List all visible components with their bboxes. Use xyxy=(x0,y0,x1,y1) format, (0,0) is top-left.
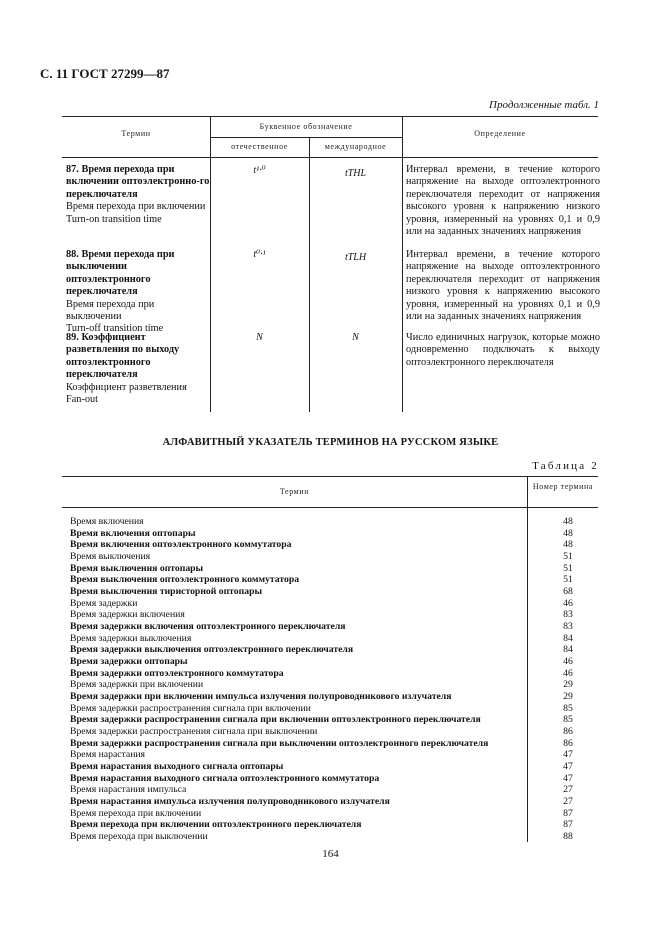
term-89-domestic-symbol: N xyxy=(256,332,263,343)
index-row-term: Время выключения оптопары xyxy=(70,562,204,574)
index-row-number: 85 xyxy=(563,714,573,726)
col-header-international: международное xyxy=(324,142,387,151)
table2-header-bottom-rule xyxy=(62,507,598,508)
term-89-name: 89. Коэффициент разветвления по выходу оптоэлектронного переключателя xyxy=(66,332,180,381)
index-row-number: 85 xyxy=(563,702,573,714)
index-row-term: Время выключения оптоэлектронного коммутатора xyxy=(70,574,300,586)
index-row-number: 29 xyxy=(563,690,573,702)
index-row-number: 87 xyxy=(563,807,573,819)
term-88 xyxy=(66,249,211,336)
index-row-term: Время выключения xyxy=(70,550,151,562)
table1-subheader-rule xyxy=(210,137,402,138)
term-89-definition: Число единичных нагрузок, которые можно одновременно подключать к выходу оптоэлектронного переключателя xyxy=(406,332,600,368)
table1-col-divider xyxy=(402,116,403,412)
index-title: АЛФАВИТНЫЙ УКАЗАТЕЛЬ ТЕРМИНОВ НА РУССКОМ ЯЗЫКЕ xyxy=(162,437,499,448)
term-87-domestic-symbol: t¹·⁰ xyxy=(253,165,266,176)
index-row-term: Время выключения тиристорной оптопары xyxy=(70,585,263,597)
index-row-term: Время нарастания импульса xyxy=(70,784,187,796)
term-89-english: Fan-out xyxy=(66,394,99,406)
index-row-term: Время задержки xyxy=(70,597,138,609)
index-row-number: 27 xyxy=(563,795,573,807)
table2-col-number: Номер термина xyxy=(532,482,594,491)
index-row-term: Время задержки включения оптоэлектронного переключателя xyxy=(70,620,346,632)
term-87-name: 87. Время перехода при включении оптоэлектронно-го переключателя xyxy=(66,164,210,200)
index-row-term: Время задержки распространения сигнала при включении оптоэлектронного переключателя xyxy=(70,714,481,726)
table1-top-rule xyxy=(62,116,598,117)
term-87-synonym: Время перехода при включении xyxy=(66,201,206,213)
term-88-synonym: Время перехода при выключении xyxy=(66,298,155,323)
index-row-number: 46 xyxy=(563,597,573,609)
index-row-number: 51 xyxy=(563,562,573,574)
term-88-domestic-symbol: t⁰·¹ xyxy=(253,249,266,260)
table1-header-bottom-rule xyxy=(62,157,598,158)
index-row-term: Время нарастания выходного сигнала оптоэлектронного коммутатора xyxy=(70,772,380,784)
term-88-definition: Интервал времени, в течение которого напряжение на выходе оптоэлектронного переключателя переходит от напряжения низкого уровня к напряжению высокого уровня, измеренный на уровнях 0,1 и 0,9 или на заданных значениях напряжения xyxy=(406,249,600,323)
index-row-number: 51 xyxy=(563,550,573,562)
index-row-number: 87 xyxy=(563,819,573,831)
index-row-term: Время задержки распространения сигнала при включении xyxy=(70,702,311,714)
index-row-number: 86 xyxy=(563,725,573,737)
index-row-term: Время нарастания xyxy=(70,749,146,761)
page-number: 164 xyxy=(322,848,339,860)
col-header-term: Термин xyxy=(121,129,151,138)
term-89-international-symbol: N xyxy=(352,332,359,343)
index-row-number: 68 xyxy=(563,585,573,597)
index-row-number: 48 xyxy=(563,539,573,551)
index-row-term: Время задержки включения xyxy=(70,609,185,621)
index-row-number: 47 xyxy=(563,772,573,784)
term-88-international-symbol: tTLH xyxy=(344,252,367,263)
term-88-name: 88. Время перехода при выключении оптоэлектронного переключателя xyxy=(66,249,175,298)
index-row-term: Время перехода при выключении xyxy=(70,830,208,842)
index-row-number: 88 xyxy=(563,830,573,842)
index-row-term: Время задержки выключения оптоэлектронного переключателя xyxy=(70,644,354,656)
index-row-number: 47 xyxy=(563,760,573,772)
index-row-term: Время включения оптопары xyxy=(70,527,196,539)
term-87-definition: Интервал времени, в течение которого напряжение на выходе оптоэлектронного переключателя переходит от напряжения высокого уровня к напряжению низкого уровня, измеренный на уровнях 0,1 и 0,9 или на заданных значениях напряжения xyxy=(406,164,600,238)
table2-label: Таблица 2 xyxy=(532,460,599,472)
term-87-international-symbol: tTHL xyxy=(344,168,367,179)
col-header-letter-designation: Буквенное обозначение xyxy=(259,122,353,131)
table-continued-label: Продолженные табл. 1 xyxy=(489,99,599,111)
term-88-english: Turn-off transition time xyxy=(66,323,164,335)
index-row-number: 29 xyxy=(563,679,573,691)
term-89-synonym: Коэффициент разветвления xyxy=(66,381,187,393)
term-87 xyxy=(66,164,211,226)
index-row-term: Время задержки оптоэлектронного коммутатора xyxy=(70,667,284,679)
col-header-domestic: отечественное xyxy=(231,142,288,151)
index-row-term: Время перехода при включении xyxy=(70,807,202,819)
col-header-definition: Определение xyxy=(474,129,526,138)
table2-col-divider xyxy=(527,476,528,842)
index-row-term: Время задержки при включении импульса излучения полупроводникового излучателя xyxy=(70,690,452,702)
index-row-number: 51 xyxy=(563,574,573,586)
index-row-number: 86 xyxy=(563,737,573,749)
index-row-term: Время задержки оптопары xyxy=(70,655,188,667)
table2-top-rule xyxy=(62,476,598,477)
index-row-number: 84 xyxy=(563,632,573,644)
index-row-term: Время перехода при включении оптоэлектронного переключателя xyxy=(70,819,362,831)
index-row-number: 48 xyxy=(563,516,573,527)
index-row-term: Время включения xyxy=(70,516,144,527)
index-row-term: Время задержки распространения сигнала при выключении оптоэлектронного переключателя xyxy=(70,737,489,749)
index-row-term: Время нарастания выходного сигнала оптопары xyxy=(70,760,284,772)
table2-col-term: Термин xyxy=(279,487,310,496)
index-row-number: 83 xyxy=(563,620,573,632)
index-row-number: 46 xyxy=(563,655,573,667)
index-row-number: 83 xyxy=(563,609,573,621)
index-row-term: Время включения оптоэлектронного коммутатора xyxy=(70,539,292,551)
index-row-term: Время нарастания импульса излучения полупроводникового излучателя xyxy=(70,795,390,807)
index-row-term: Время задержки выключения xyxy=(70,632,192,644)
index-row-number: 47 xyxy=(563,749,573,761)
page-header: С. 11 ГОСТ 27299—87 xyxy=(40,66,170,81)
term-89 xyxy=(66,332,211,406)
index-row-number: 27 xyxy=(563,784,573,796)
index-row-number: 84 xyxy=(563,644,573,656)
index-row-number: 46 xyxy=(563,667,573,679)
index-row-term: Время задержки при включении xyxy=(70,679,204,691)
index-row-number: 48 xyxy=(563,527,573,539)
term-87-english: Turn-on transition time xyxy=(66,213,162,225)
index-row-term: Время задержки распространения сигнала при выключении xyxy=(70,725,318,737)
